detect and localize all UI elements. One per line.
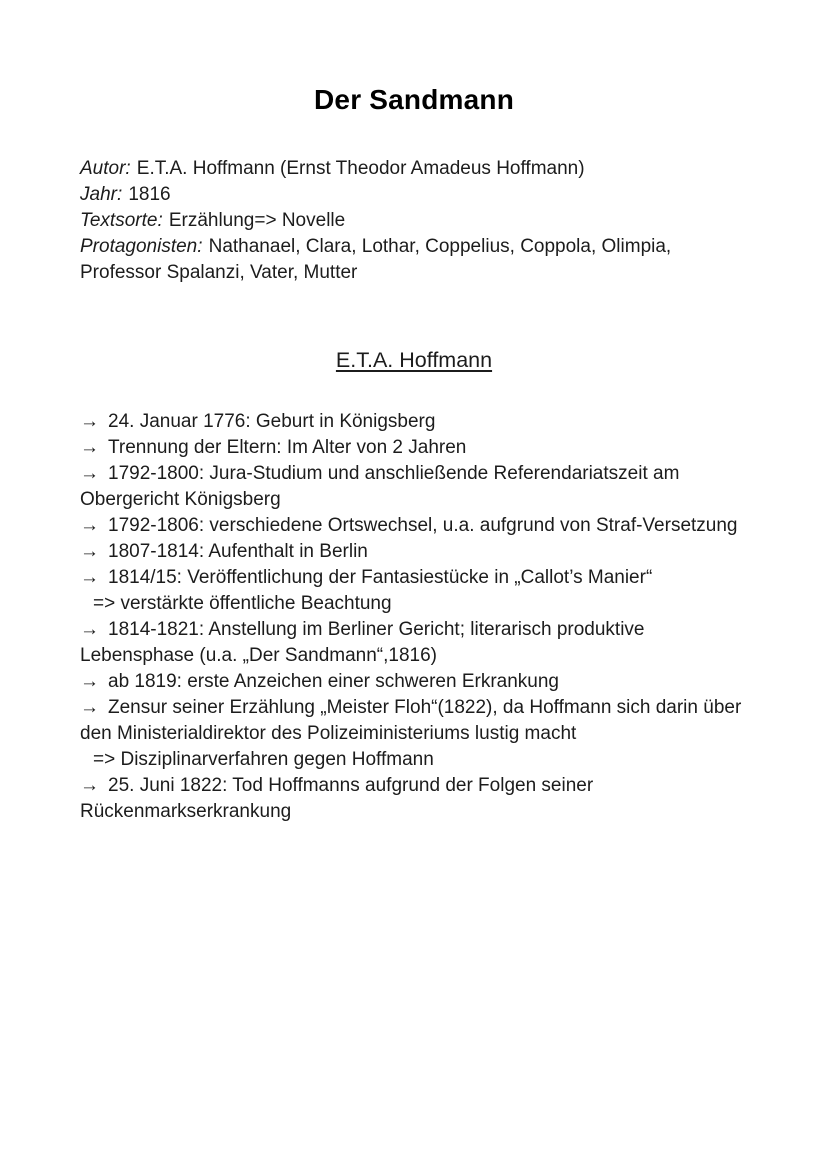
list-subitem: => Disziplinarverfahren gegen Hoffmann (93, 749, 434, 770)
list-item (80, 539, 748, 565)
page-title: Der Sandmann (314, 84, 514, 115)
list-item (80, 513, 748, 539)
meta-value: 1816 (128, 184, 171, 205)
arrow-icon: → (80, 515, 99, 536)
timeline-list (80, 409, 748, 825)
arrow-icon: → (80, 775, 99, 796)
list-subitem: => verstärkte öffentliche Beachtung (93, 593, 392, 614)
list-item (80, 695, 748, 747)
list-item-text: ab 1819: erste Anzeichen einer schweren Erkrankung (108, 671, 559, 692)
meta-line-autor (80, 156, 748, 182)
list-item-text: 1814-1821: Anstellung im Berliner Gericht; literarisch produktive Lebensphase (u.a. „Der Sandmann“,1816) (80, 619, 645, 666)
arrow-icon: → (80, 541, 99, 562)
meta-value: Nathanael, Clara, Lothar, Coppelius, Coppola, Olimpia, Professor Spalanzi, Vater, Mutter (80, 236, 672, 283)
section-heading: E.T.A. Hoffmann (335, 348, 493, 372)
arrow-icon: → (80, 567, 99, 588)
list-item (80, 773, 748, 825)
list-item-text: 1807-1814: Aufenthalt in Berlin (108, 541, 368, 562)
arrow-icon: → (80, 437, 99, 458)
meta-line-jahr (80, 182, 748, 208)
arrow-icon: → (80, 697, 99, 718)
list-item (80, 409, 748, 435)
list-item-text: 1792-1800: Jura-Studium und anschließende Referendariatszeit am Obergericht Königsberg (80, 463, 680, 510)
meta-line-protagonisten (80, 234, 748, 286)
list-item (80, 565, 748, 591)
list-item-text: 1814/15: Veröffentlichung der Fantasiestücke in „Callot’s Manier“ (108, 567, 653, 588)
list-item-text: Trennung der Eltern: Im Alter von 2 Jahren (108, 437, 467, 458)
list-item-text: 1792-1806: verschiedene Ortswechsel, u.a. aufgrund von Straf-Versetzung (108, 515, 738, 536)
list-item-text: 25. Juni 1822: Tod Hoffmanns aufgrund der Folgen seiner Rückenmarkserkrankung (80, 775, 594, 822)
meta-value: E.T.A. Hoffmann (Ernst Theodor Amadeus Hoffmann) (136, 158, 585, 179)
arrow-icon: → (80, 619, 99, 640)
meta-label: Jahr: (80, 184, 123, 205)
list-item-text: Zensur seiner Erzählung „Meister Floh“(1822), da Hoffmann sich darin über den Ministerialdirektor des Polizeiministeriums lustig macht (80, 697, 742, 744)
meta-label: Textsorte: (80, 210, 163, 231)
list-item (80, 435, 748, 461)
arrow-icon: → (80, 411, 99, 432)
list-item (80, 617, 748, 669)
meta-label: Autor: (80, 158, 131, 179)
meta-value: Erzählung=> Novelle (168, 210, 346, 231)
list-item-text: 24. Januar 1776: Geburt in Königsberg (108, 411, 436, 432)
arrow-icon: → (80, 671, 99, 692)
list-item (80, 461, 748, 513)
meta-block (80, 156, 748, 286)
list-item (80, 669, 748, 695)
meta-line-textsorte (80, 208, 748, 234)
meta-label: Protagonisten: (80, 236, 203, 257)
arrow-icon: → (80, 463, 99, 484)
